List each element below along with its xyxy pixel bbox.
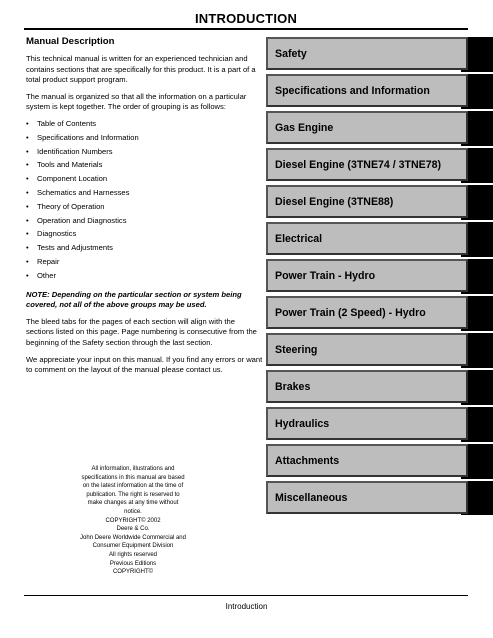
section-tab-label[interactable]: Attachments [266, 444, 468, 477]
group-list-item: • Component Location [26, 174, 264, 188]
section-tab-gas-engine[interactable] [266, 111, 493, 144]
note-text: NOTE: Depending on the particular section or system being covered, not all of the above groups may be used. [26, 289, 242, 310]
section-tab-label[interactable]: Diesel Engine (3TNE74 / 3TNE78) [266, 148, 468, 181]
section-tab-miscellaneous[interactable] [266, 481, 493, 514]
group-list-item: • Repair [26, 257, 264, 271]
page-footer: Introduction [225, 602, 268, 611]
copyright-line: Consumer Equipment Division [92, 543, 174, 550]
copyright-line: specifications in this manual are based [81, 474, 185, 481]
group-list-item: • Table of Contents [26, 119, 264, 133]
section-tab-label[interactable]: Power Train - Hydro [266, 259, 468, 292]
copyright-line: make changes at any time without [87, 500, 179, 507]
copyright-line: All rights reserved [108, 551, 158, 558]
group-list-item: • Identification Numbers [26, 147, 264, 161]
copyright-line: publication. The right is reserved to [86, 491, 180, 498]
copyright-line: John Deere Worldwide Commercial and [80, 534, 186, 541]
section-tab-power-train-hydro[interactable] [266, 259, 493, 292]
section-tab-label[interactable]: Electrical [266, 222, 468, 255]
section-tab-brakes[interactable] [266, 370, 493, 403]
bleed-tabs-paragraph: The bleed tabs for the pages of each section will align with the sections listed on this page. Page numbering is consecutive from the beginning of the Safety section through the last section. [26, 316, 257, 347]
group-list [26, 119, 264, 285]
section-tab-label[interactable]: Hydraulics [266, 407, 468, 440]
section-tab-label[interactable]: Steering [266, 333, 468, 366]
copyright-line: notice. [124, 508, 142, 515]
section-tab-safety[interactable] [266, 37, 493, 70]
copyright-notice [70, 465, 196, 577]
feedback-paragraph: We appreciate your input on this manual. If you find any errors or want to comment on the layout of the manual please contact us. [26, 354, 263, 375]
section-tab-electrical[interactable] [266, 222, 493, 255]
group-list-item: • Specifications and Information [26, 133, 264, 147]
section-tab-label[interactable]: Power Train (2 Speed) - Hydro [266, 296, 468, 329]
section-tab-diesel-3tne88[interactable] [266, 185, 493, 218]
group-list-item: • Theory of Operation [26, 202, 264, 216]
section-tab-label[interactable]: Brakes [266, 370, 468, 403]
footer-divider [24, 595, 468, 596]
organization-paragraph: The manual is organized so that all the information on a particular system is kept together. The order of grouping is as follows: [26, 91, 247, 112]
group-list-item: • Other [26, 271, 264, 285]
section-tab-label[interactable]: Specifications and Information [266, 74, 468, 107]
copyright-line: Previous Editions [109, 560, 157, 567]
copyright-line: COPYRIGHT© 2002 [105, 517, 161, 524]
section-tabs [266, 37, 493, 518]
section-tab-specifications[interactable] [266, 74, 493, 107]
title-divider [24, 28, 468, 30]
copyright-line: on the latest information at the time of [82, 483, 184, 490]
group-list-item: • Tests and Adjustments [26, 243, 264, 257]
group-list-item: • Diagnostics [26, 229, 264, 243]
section-tab-steering[interactable] [266, 333, 493, 366]
copyright-line: COPYRIGHT© [112, 569, 154, 576]
copyright-line: Deere & Co. [116, 526, 150, 533]
copyright-line: All information, illustrations and [91, 466, 175, 472]
manual-description [26, 36, 264, 382]
section-tab-label[interactable]: Safety [266, 37, 468, 70]
group-list-item: • Tools and Materials [26, 160, 264, 174]
section-tab-label[interactable]: Diesel Engine (3TNE88) [266, 185, 468, 218]
section-tab-label[interactable]: Gas Engine [266, 111, 468, 144]
page-title: INTRODUCTION [194, 11, 298, 26]
section-tab-label[interactable]: Miscellaneous [266, 481, 468, 514]
section-tab-hydraulics[interactable] [266, 407, 493, 440]
group-list-item: • Operation and Diagnostics [26, 216, 264, 230]
section-tab-diesel-3tne74-78[interactable] [266, 148, 493, 181]
section-tab-attachments[interactable] [266, 444, 493, 477]
intro-paragraph: This technical manual is written for an experienced technician and contains sections that are specifically for this product. It is a part of a total product support program. [26, 54, 256, 85]
section-heading: Manual Description [26, 36, 115, 47]
group-list-item: • Schematics and Harnesses [26, 188, 264, 202]
section-tab-power-train-2speed[interactable] [266, 296, 493, 329]
